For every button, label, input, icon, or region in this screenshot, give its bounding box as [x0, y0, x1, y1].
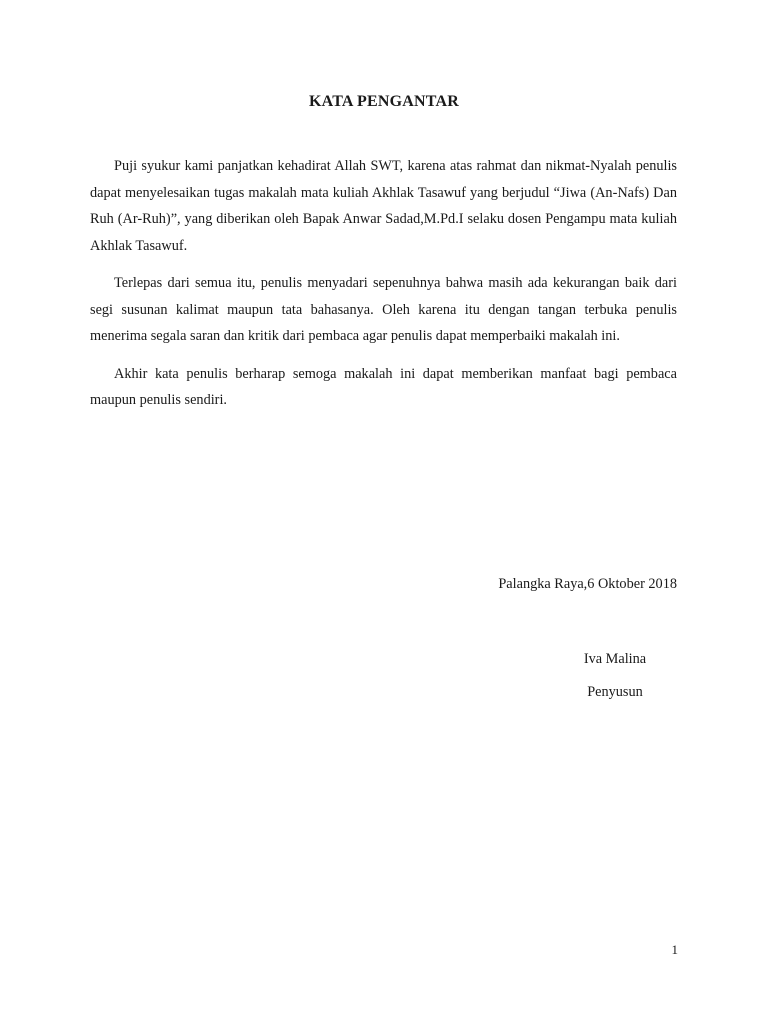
page-number: 1 [671, 942, 678, 957]
page-title: KATA PENGANTAR [309, 93, 459, 110]
paragraph-3: Akhir kata penulis berharap semoga makalah ini dapat memberikan manfaat bagi pembaca maupun penulis sendiri. [90, 365, 677, 408]
author-role: Penyusun [587, 684, 643, 700]
signature-block [560, 643, 670, 709]
author-name: Iva Malina [583, 651, 647, 667]
place-date: Palangka Raya,6 Oktober 2018 [498, 576, 677, 592]
paragraph-1: Puji syukur kami panjatkan kehadirat Allah SWT, karena atas rahmat dan nikmat-Nyalah penulis dapat menyelesaikan tugas makalah mata kuliah Akhlak Tasawuf yang berjudul “Jiwa (An-Nafs) Dan Ruh (Ar-Ruh)”, yang diberikan oleh Bapak Anwar Sadad,M.Pd.I selaku dosen Pengampu mata kuliah Akhlak Tasawuf. [90, 158, 677, 254]
paragraph-2: Terlepas dari semua itu, penulis menyadari sepenuhnya bahwa masih ada kekurangan baik dari segi susunan kalimat maupun tata bahasanya. Oleh karena itu dengan tangan terbuka penulis menerima segala saran dan kritik dari pembaca agar penulis dapat memperbaiki makalah ini. [90, 275, 677, 344]
body-text [90, 153, 677, 425]
